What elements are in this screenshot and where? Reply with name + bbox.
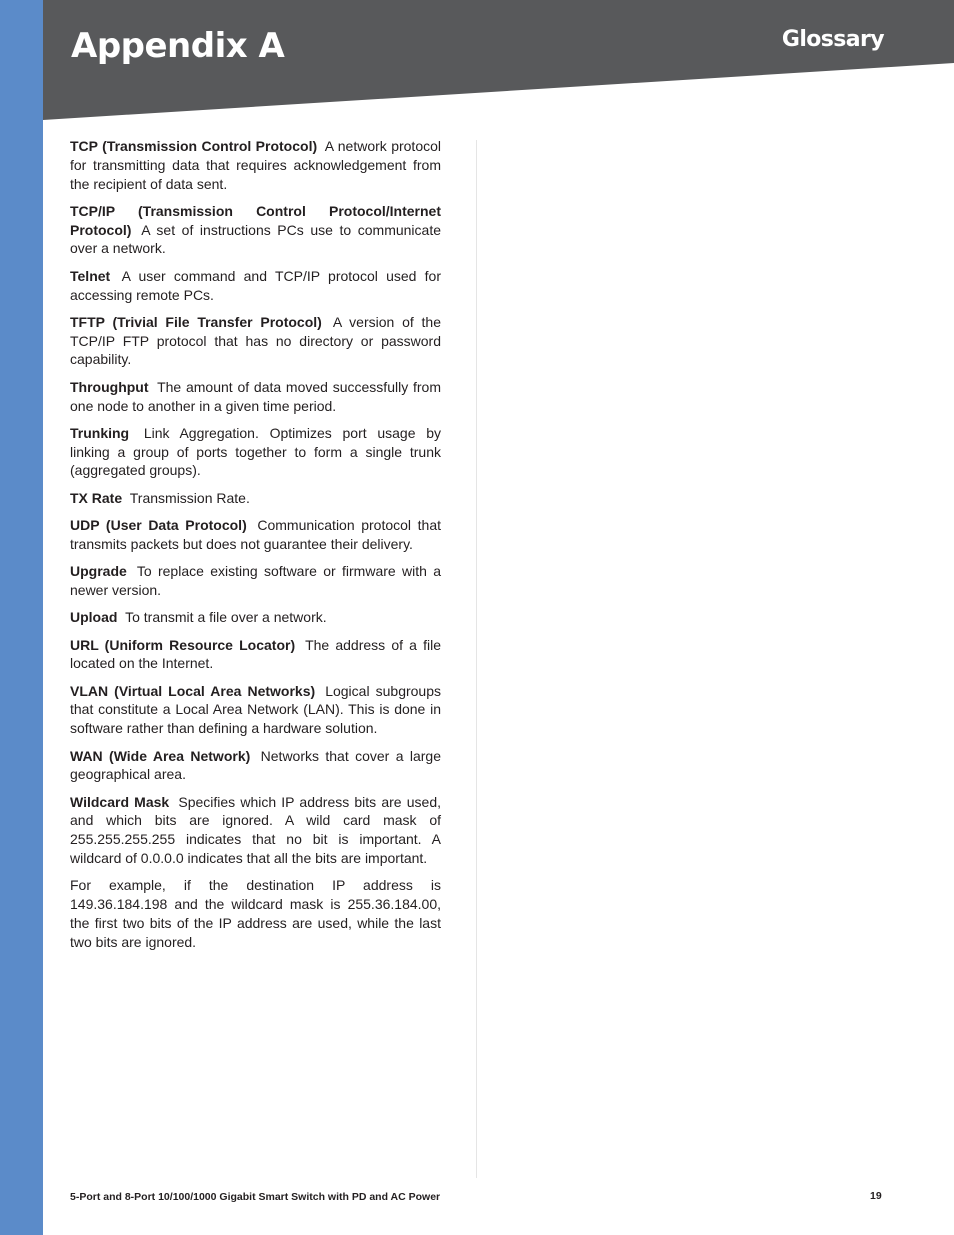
glossary-term: TX Rate	[70, 489, 123, 506]
glossary-entry	[70, 636, 441, 674]
glossary-definition: A user command and TCP/IP protocol used for accessing remote PCs.	[70, 267, 442, 303]
glossary-term: Upgrade	[70, 563, 127, 580]
glossary-term: TCP/IP (Transmission Control Protocol/Internet Protocol)	[70, 202, 441, 238]
glossary-entry	[70, 137, 441, 193]
side-accent-bar	[0, 0, 43, 1235]
glossary-definition: Transmission Rate.	[129, 489, 250, 506]
glossary-definition: A version of the TCP/IP FTP protocol that has no directory or password capability.	[70, 313, 441, 368]
glossary-definition: To transmit a file over a network.	[125, 609, 327, 626]
glossary-entry	[70, 682, 441, 738]
glossary-entry	[70, 608, 441, 627]
glossary-definition: Logical subgroups that constitute a Local Area Network (LAN). This is done in software rather than defining a hardware solution.	[70, 682, 441, 737]
glossary-term: Telnet	[70, 267, 111, 284]
glossary-term: WAN (Wide Area Network)	[70, 747, 251, 764]
column-divider	[476, 140, 477, 1178]
glossary-definition: Specifies which IP address bits are used, and which bits are ignored. A wild card mask of 255.255.255.255 indicates that no bit is important. A wildcard of 0.0.0.0 indicates that all the bits are important.	[70, 793, 441, 866]
glossary-entry	[70, 267, 441, 305]
glossary-column	[70, 137, 441, 960]
glossary-term: VLAN (Virtual Local Area Networks)	[70, 682, 316, 699]
glossary-definition: The address of a file located on the Internet.	[70, 636, 441, 672]
glossary-term: TCP (Transmission Control Protocol)	[70, 138, 318, 154]
glossary-entry	[70, 793, 441, 868]
glossary-entry	[70, 562, 441, 600]
example-paragraph: For example, if the destination IP address is 149.36.184.198 and the wildcard mask is 255.36.184.00, the first two bits of the IP address are used, while the last two bits are ignored.	[70, 877, 441, 950]
page-title: Appendix A	[71, 26, 285, 66]
glossary-entry	[70, 202, 441, 258]
glossary-definition: To replace existing software or firmware with a newer version.	[70, 563, 442, 598]
glossary-term: UDP (User Data Protocol)	[70, 517, 247, 534]
glossary-term: Wildcard Mask	[70, 793, 170, 810]
section-title: Glossary	[781, 27, 884, 52]
glossary-entry	[70, 516, 441, 554]
glossary-definition: Networks that cover a large geographical area.	[70, 747, 441, 783]
footer-product-name: 5-Port and 8-Port 10/100/1000 Gigabit Smart Switch with PD and AC Power	[70, 1191, 441, 1203]
glossary-definition: Communication protocol that transmits packets but does not guarantee their delivery.	[70, 517, 442, 552]
glossary-definition: A set of instructions PCs use to communicate over a network.	[70, 221, 441, 257]
glossary-term: Trunking	[70, 424, 130, 441]
glossary-term: Upload	[70, 609, 118, 626]
glossary-entry	[70, 313, 441, 369]
glossary-term: Throughput	[70, 378, 149, 395]
glossary-definition: Link Aggregation. Optimizes port usage by linking a group of ports together to form a single trunk (aggregated groups).	[70, 424, 441, 479]
glossary-entry	[70, 747, 441, 785]
glossary-term: TFTP (Trivial File Transfer Protocol)	[70, 313, 322, 330]
page-number: 19	[870, 1190, 882, 1202]
page-header	[43, 0, 954, 120]
glossary-entry	[70, 378, 441, 416]
glossary-entry	[70, 424, 441, 480]
glossary-definition: The amount of data moved successfully from one node to another in a given time period.	[70, 378, 441, 414]
glossary-entry	[70, 489, 441, 508]
glossary-term: URL (Uniform Resource Locator)	[70, 636, 296, 653]
glossary-definition: A network protocol for transmitting data that requires acknowledgement from the recipient of data sent.	[70, 138, 442, 192]
